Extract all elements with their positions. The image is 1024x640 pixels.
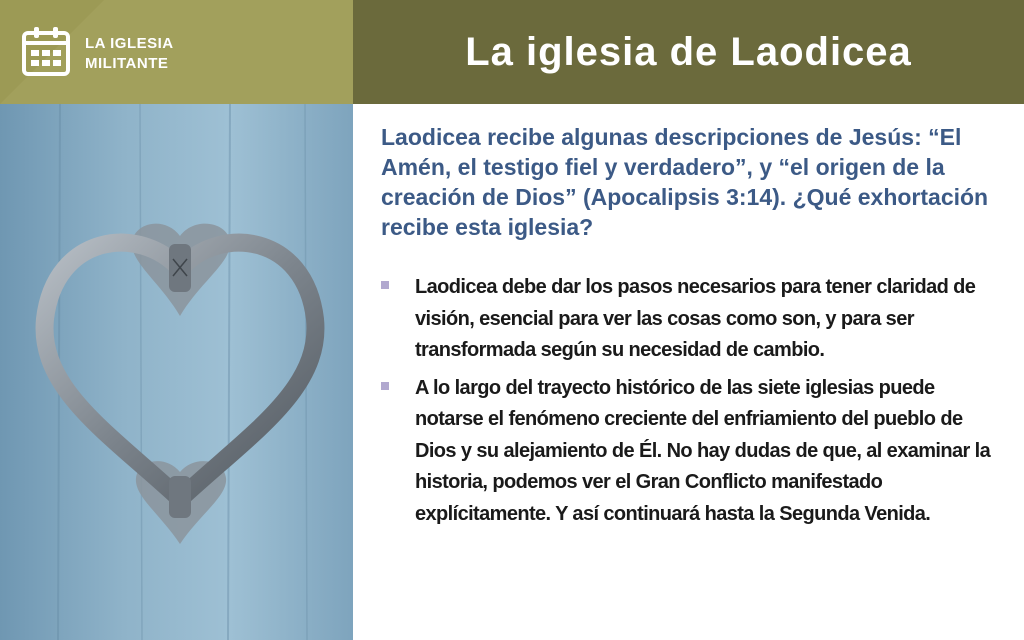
bullet-marker bbox=[381, 281, 389, 289]
section-label-line1: LA IGLESIA bbox=[85, 35, 174, 52]
calendar-icon bbox=[22, 26, 70, 76]
section-label bbox=[85, 34, 174, 74]
list-item bbox=[381, 272, 1006, 367]
page-title: La iglesia de Laodicea bbox=[465, 30, 912, 74]
bullet-text: A lo largo del trayecto histórico de las siete iglesias puede notarse el fenómeno creciente del enfriamiento del pueblo de Dios y su alejamiento de Él. No hay dudas de que, al examinar la historia, podemos ver el Gran Conflicto manifestado explícitamente. Y así continuará hasta la Segunda Venida. bbox=[415, 376, 991, 525]
bullet-marker bbox=[381, 382, 389, 390]
bullet-text: Laodicea debe dar los pasos necesarios para tener claridad de visión, esencial para ver las cosas como son, y para ser transformada según su necesidad de cambio. bbox=[415, 276, 976, 361]
bullet-list bbox=[381, 272, 1006, 536]
list-item bbox=[381, 373, 1006, 531]
heart-door-knocker-photo bbox=[0, 104, 353, 640]
section-label-line2: MILITANTE bbox=[85, 55, 169, 72]
section-header bbox=[0, 0, 353, 104]
question-text: Laodicea recibe algunas descripciones de Jesús: “El Amén, el testigo fiel y verdadero”, y “el origen de la creación de Dios” (Apocalipsis 3:14). ¿Qué exhortación recibe esta iglesia? bbox=[381, 124, 989, 240]
